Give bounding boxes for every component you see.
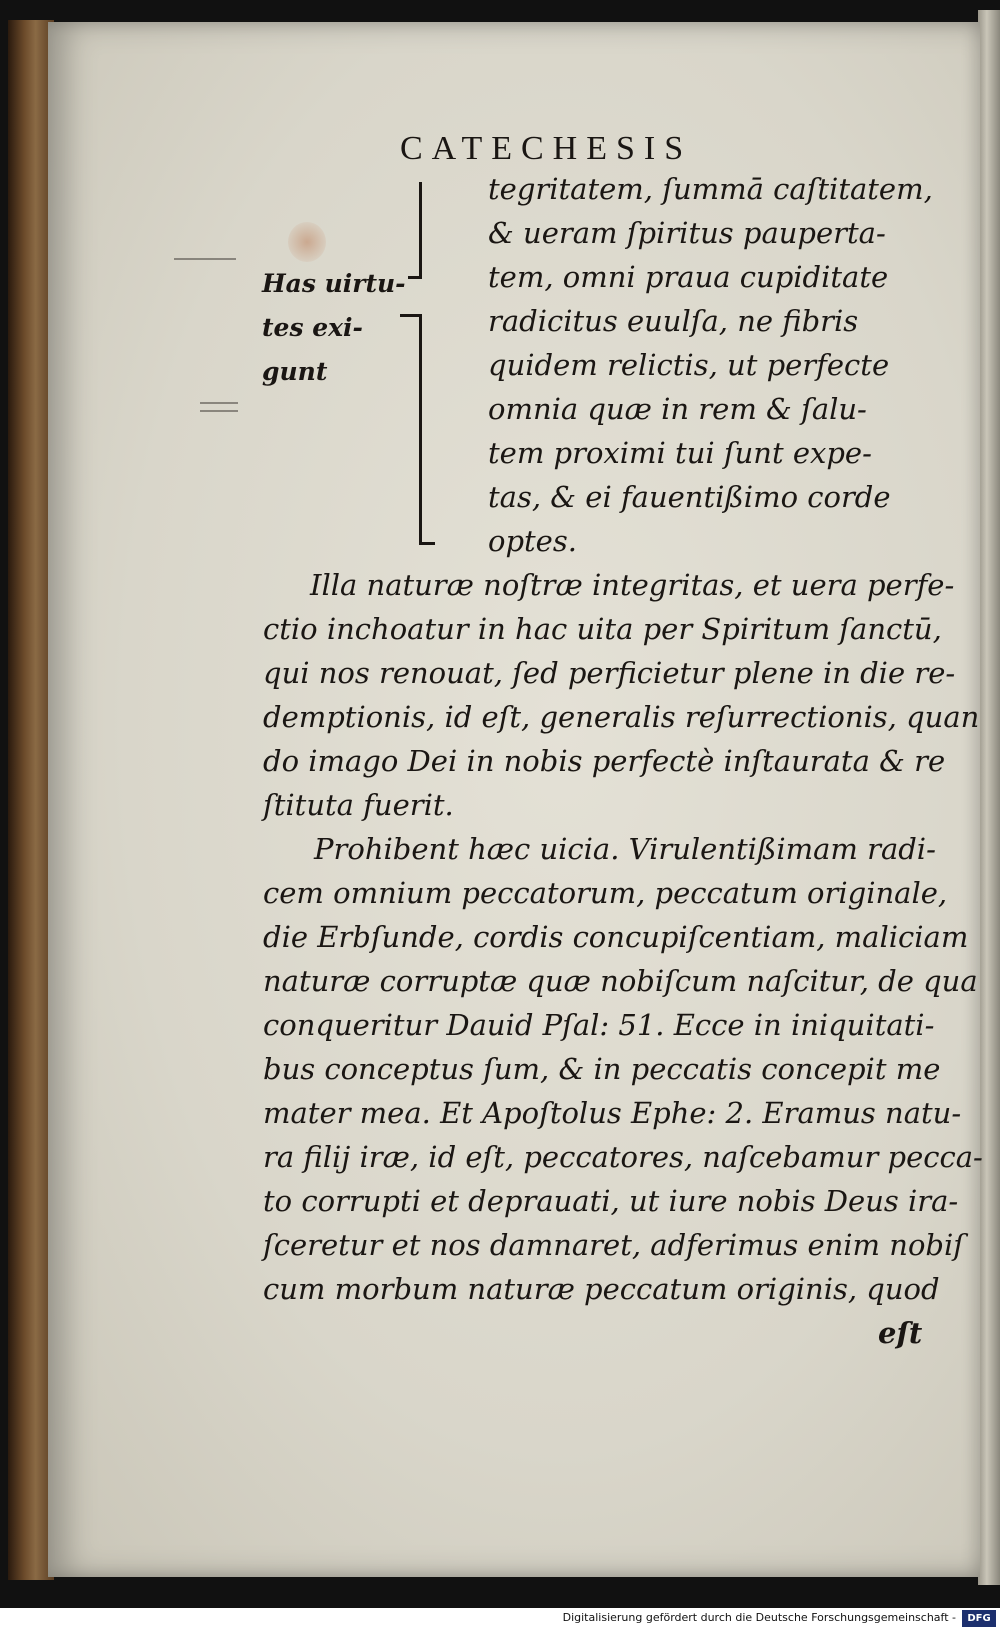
running-head: CATECHESIS: [400, 130, 693, 167]
text-line: naturæ corruptæ quæ nobiſcum naſcitur, de qua: [263, 964, 978, 998]
text-line: Illa naturæ noſtræ integritas, et uera perfe-: [310, 568, 955, 602]
text-line: quidem relictis, ut perfecte: [488, 348, 890, 382]
text-line: ſtituta fuerit.: [263, 788, 454, 822]
text-line: tem, omni praua cupiditate: [488, 260, 889, 294]
text-line: optes.: [488, 524, 577, 558]
dfg-logo: DFG: [962, 1610, 996, 1627]
text-line: bus conceptus ſum, & in peccatis concepit me: [263, 1052, 941, 1086]
text-line: cem omnium peccatorum, peccatum originale,: [263, 876, 948, 910]
text-line: ctio inchoatur in hac uita per Spiritum ſanctū,: [263, 612, 942, 646]
text-line: tegritatem, ſummā caſtitatem,: [488, 172, 933, 206]
text-line: omnia quæ in rem & ſalu-: [488, 392, 867, 426]
margin-note-line: Has uirtu-: [262, 269, 406, 298]
text-line: cum morbum naturæ peccatum originis, quod: [263, 1272, 940, 1306]
text-line: radicitus euulſa, ne fibris: [488, 304, 859, 338]
text-line: tem proximi tui ſunt expe-: [488, 436, 872, 470]
margin-note: [262, 262, 422, 394]
text-line: tas, & ei fauentißimo corde: [488, 480, 891, 514]
text-line: conqueritur Dauid Pſal: 51. Ecce in iniquitati-: [263, 1008, 935, 1042]
text-line: demptionis, id eſt, generalis reſurrectionis, quan: [263, 700, 980, 734]
book-page: [48, 22, 983, 1577]
margin-mark: [200, 402, 238, 404]
text-line: ſceretur et nos damnaret, adferimus enim nobiſ: [263, 1228, 964, 1262]
margin-mark: [174, 258, 236, 260]
text-line: die Erbſunde, cordis concupiſcentiam, maliciam: [263, 920, 969, 954]
text-line: mater mea. Et Apoſtolus Ephe: 2. Eramus natu-: [263, 1096, 962, 1130]
text-line: to corrupti et deprauati, ut iure nobis Deus ira-: [263, 1184, 959, 1218]
text-line: Prohibent hæc uicia. Virulentißimam radi-: [314, 832, 936, 866]
margin-note-line: tes exi-: [262, 313, 363, 342]
text-line: ra filij iræ, id eſt, peccatores, naſcebamur pecca-: [263, 1140, 983, 1174]
text-line: do imago Dei in nobis perfectè inſtaurata & re: [263, 744, 946, 778]
catchword: eſt: [878, 1316, 923, 1350]
margin-note-line: gunt: [262, 357, 328, 386]
text-line: qui nos renouat, ſed perficietur plene in die re-: [263, 656, 956, 690]
stain-mark: [288, 222, 326, 262]
funding-notice: Digitalisierung gefördert durch die Deutsche Forschungsgemeinschaft -: [562, 1611, 956, 1624]
text-line: & ueram ſpiritus pauperta-: [488, 216, 886, 250]
page-edges: [978, 10, 1000, 1585]
margin-mark: [200, 410, 238, 412]
